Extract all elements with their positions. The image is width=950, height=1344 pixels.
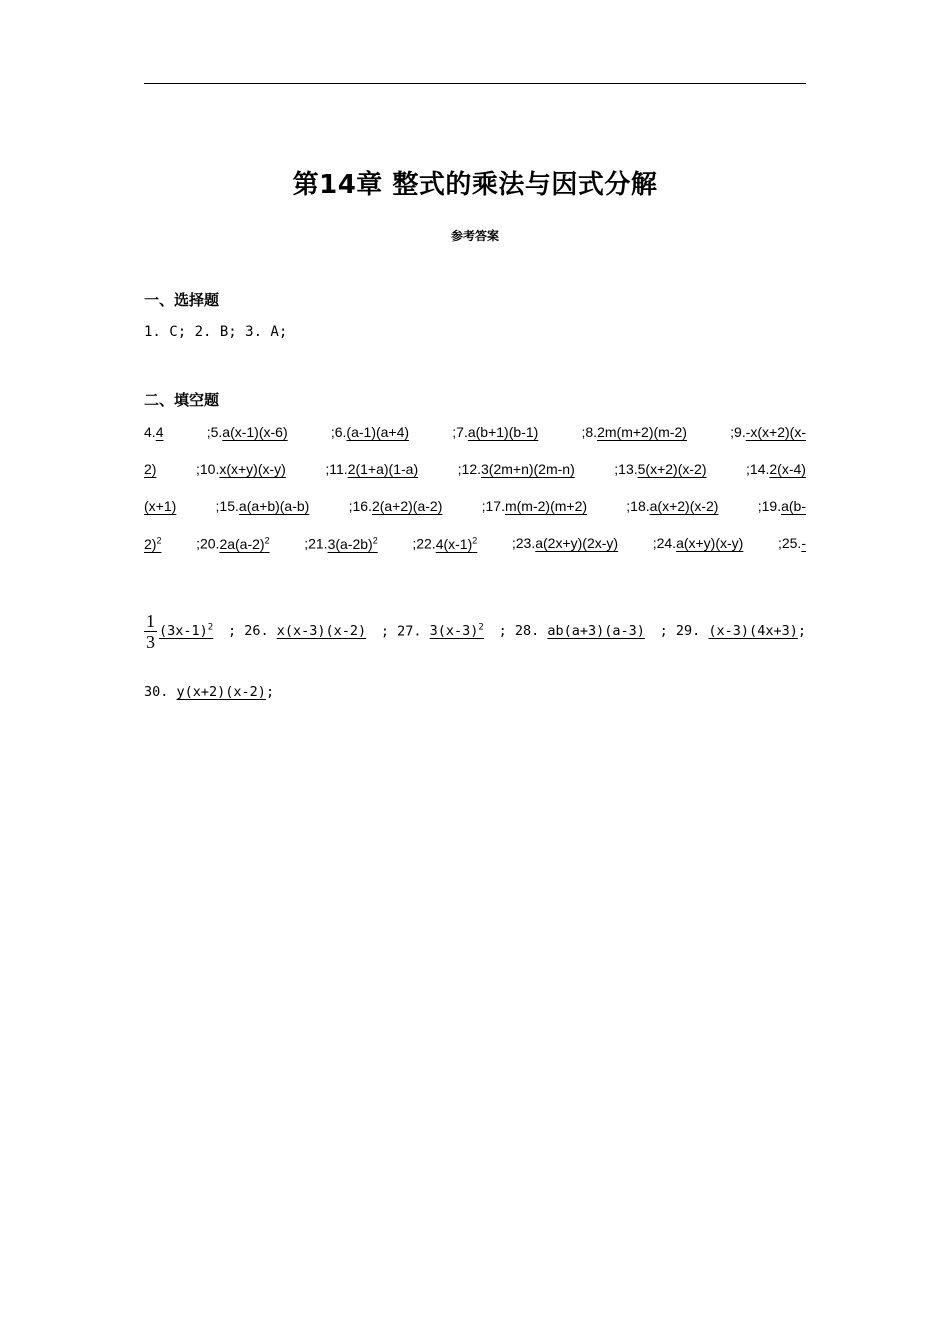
answer-12: ;12.3(2m+n)(2m-n) xyxy=(457,461,575,477)
answer-17: ;17.m(m-2)(m+2) xyxy=(481,498,588,514)
answer-11: ;11.2(1+a)(1-a) xyxy=(325,461,419,477)
fill-answers-line-6 xyxy=(144,684,806,706)
answer-6: ;6.(a-1)(a+4) xyxy=(330,424,410,440)
answer-26: ; 26. x(x-3)(x-2) xyxy=(227,623,367,639)
answer-15: ;15.a(a+b)(a-b) xyxy=(215,498,310,514)
choice-answers: 1. C; 2. B; 3. A; xyxy=(144,324,288,340)
header-rule xyxy=(144,83,806,84)
answer-28: ; 28. ab(a+3)(a-3) xyxy=(498,623,645,639)
fill-answers-line-5 xyxy=(144,610,806,652)
fill-answers-line-4 xyxy=(144,535,806,557)
answer-7: ;7.a(b+1)(b-1) xyxy=(452,424,539,440)
answer-25-cont: $\frac{1}{3}$ $(3x-1)^2$ xyxy=(146,610,214,652)
answer-27: ; 27. $3(x-3)^2$ xyxy=(380,622,484,640)
answer-23: ;23.a(2x+y)(2x-y) xyxy=(511,535,619,551)
answer-5: ;5.a(x-1)(x-6) xyxy=(206,424,288,440)
answer-24: ;24.a(x+y)(x-y) xyxy=(652,535,744,551)
answer-16: ;16.2(a+2)(a-2) xyxy=(348,498,443,514)
answer-25: ;25.- xyxy=(777,535,806,551)
fraction-one-third: $\frac{1}{3}$ xyxy=(146,610,155,652)
answer-4: 4.4 xyxy=(144,424,164,440)
answer-14: ;14.2(x-4) xyxy=(746,461,806,477)
answer-19: ;19.a(b- xyxy=(757,498,806,514)
answer-21: $;21.3(a-2b)^2$ xyxy=(304,535,378,552)
fill-answers-line-2 xyxy=(144,461,806,483)
fill-answers-line-3 xyxy=(144,498,806,520)
answer-10: ;10.x(x+y)(x-y) xyxy=(195,461,286,477)
answer-29: ; 29. (x-3)(4x+3); xyxy=(659,623,806,639)
answer-8: ;8.2m(m+2)(m-2) xyxy=(581,424,687,440)
fill-answers-line-1 xyxy=(144,424,806,446)
answer-13: ;13.5(x+2)(x-2) xyxy=(614,461,707,477)
answer-9-cont: 2) xyxy=(144,461,157,477)
page-title: 第14章 整式的乘法与因式分解 xyxy=(292,170,658,200)
answer-30: 30. y(x+2)(x-2); xyxy=(144,684,275,700)
answer-9: ;9.-x(x+2)(x- xyxy=(730,424,806,440)
answer-20: $;20.2a(a-2)^2$ xyxy=(196,535,270,552)
answer-14-cont: (x+1) xyxy=(144,498,177,514)
page-subtitle: 参考答案 xyxy=(450,229,499,243)
answer-22: $;22.4(x-1)^2$ xyxy=(412,535,478,552)
section-heading-choice: 一、选择题 xyxy=(144,291,220,309)
answer-19-cont: 2)$^2$ xyxy=(144,535,162,552)
section-heading-fill: 二、填空题 xyxy=(144,391,220,409)
answer-18: ;18.a(x+2)(x-2) xyxy=(626,498,719,514)
